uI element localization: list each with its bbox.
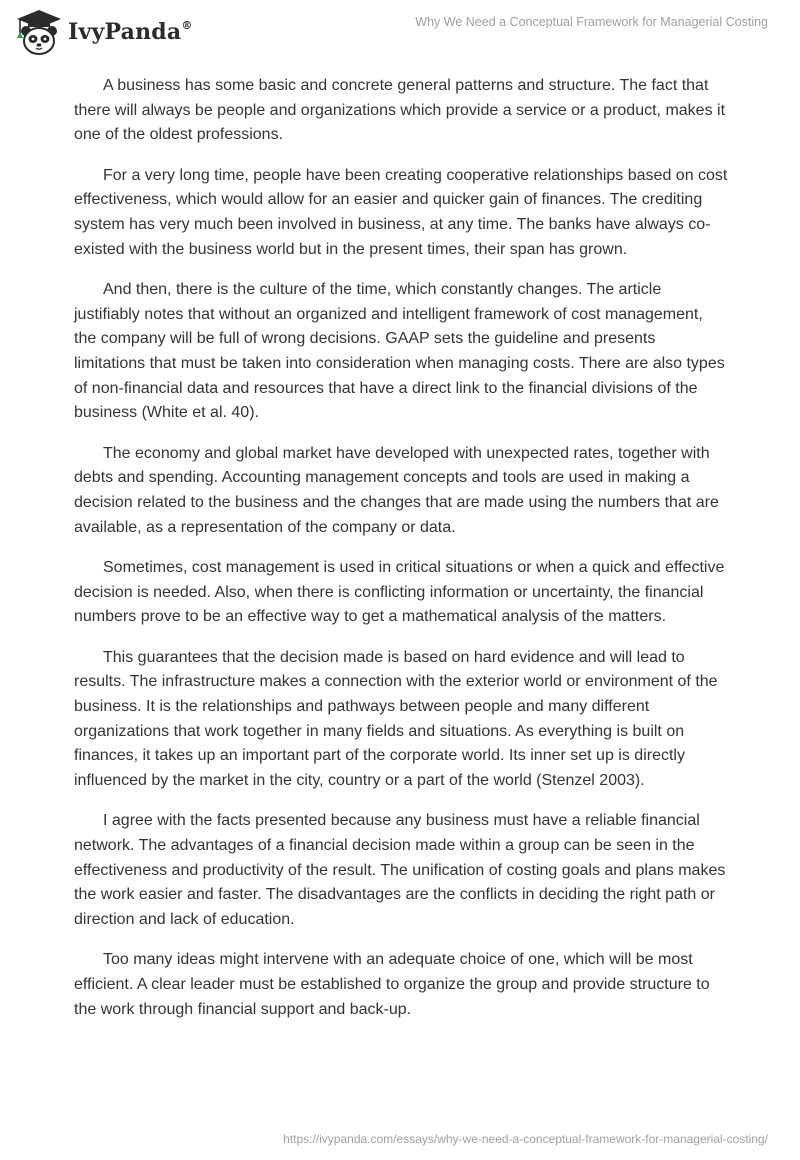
panda-graduate-icon <box>14 8 64 56</box>
essay-body <box>74 74 728 1038</box>
brand-logo[interactable] <box>14 8 193 56</box>
paragraph: For a very long time, people have been creating cooperative relationships based on cost effectiveness, which would allow for an easier and quicker gain of finances. The crediting system has very much been involved in business, at any time. The banks have always co-existed with the business world but in the present times, their span has grown. <box>74 166 728 258</box>
paragraph: Too many ideas might intervene with an adequate choice of one, which will be most efficient. A clear leader must be established to organize the group and provide structure to the work through financial support and back-up. <box>74 951 710 1018</box>
paragraph: A business has some basic and concrete general patterns and structure. The fact that there will always be people and organizations which provide a service or a product, makes it one of the oldest professions. <box>74 77 726 144</box>
paragraph: Sometimes, cost management is used in critical situations or when a quick and effective decision is needed. Also, when there is conflicting information or uncertainty, the financial numbers prove to be an effective way to get a mathematical analysis of the matters. <box>74 559 725 626</box>
paragraph: This guarantees that the decision made is based on hard evidence and will lead to results. The infrastructure makes a connection with the exterior world or environment of the business. It is the relationships and pathways between people and many different organizations that work together in many fields and situations. As everything is built on finances, it takes up an important part of the corporate world. Its inner set up is directly influenced by the market in the city, country or a part of the world (Stenzel 2003). <box>74 648 718 789</box>
brand-name: IvyPanda® <box>68 19 193 45</box>
source-url[interactable]: https://ivypanda.com/essays/why-we-need-a-conceptual-framework-for-managerial-costing/ <box>283 1132 768 1146</box>
paragraph: The economy and global market have developed with unexpected rates, together with debts and spending. Accounting management concepts and tools are used in making a decision related to the business and the changes that are made using the numbers that are available, as a representation of the company or data. <box>74 444 719 536</box>
registered-mark: ® <box>181 19 193 32</box>
page-header <box>0 0 800 70</box>
paragraph: I agree with the facts presented because any business must have a reliable financial network. The advantages of a financial decision made within a group can be seen in the effectiveness and productivity of the result. The unification of costing goals and plans makes the work easier and faster. The disadvantages are the conflicts in deciding the right path or direction and lack of education. <box>74 812 726 928</box>
paragraph: And then, there is the culture of the time, which constantly changes. The article justifiably notes that without an organized and intelligent framework of cost management, the company will be full of wrong decisions. GAAP sets the guideline and presents limitations that must be taken into consideration when managing costs. There are also types of non-financial data and resources that have a direct link to the financial divisions of the business (White et al. 40). <box>74 281 725 422</box>
document-title: Why We Need a Conceptual Framework for Managerial Costing <box>415 15 768 29</box>
